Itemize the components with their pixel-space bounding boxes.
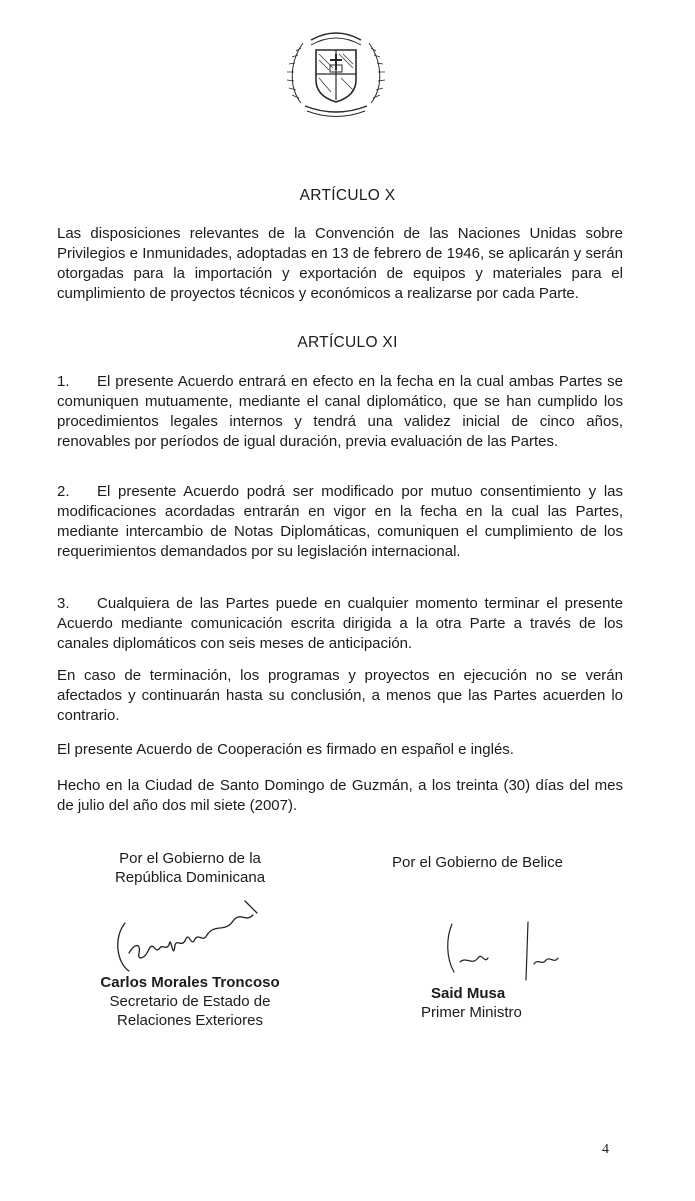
termination-paragraph: En caso de terminación, los programas y proyectos en ejecución no se verán afectados y continuarán hasta su conclusión, a menos que las Partes acuerden lo contrario.	[57, 667, 623, 724]
coat-of-arms-seal	[281, 18, 391, 118]
left-signer-title-line1: Secretario de Estado de	[109, 993, 271, 1010]
right-signer-block	[405, 984, 545, 1022]
article-xi-item-3	[57, 594, 623, 654]
signing-place-date-paragraph: Hecho en la Ciudad de Santo Domingo de Guzmán, a los treinta (30) días del mes de julio del año dos mil siete (2007).	[57, 777, 623, 814]
item-text: El presente Acuerdo podrá ser modificado por mutuo consentimiento y las modificaciones acordadas entrarán en vigor en la fecha en la cual las Partes, mediante intercambio de Notas Diplomáticas, comuniquen el cumplimiento de los requerimientos demandados por su legislación internacional.	[57, 483, 623, 560]
languages-paragraph: El presente Acuerdo de Cooperación es firmado en español e inglés.	[57, 741, 514, 758]
article-xi-heading: ARTÍCULO XI	[297, 334, 398, 351]
left-party-heading	[95, 849, 285, 887]
left-party-line1: Por el Gobierno de la	[119, 850, 261, 867]
item-number: 1.	[57, 373, 70, 390]
left-signer-title-line2: Relaciones Exteriores	[117, 1012, 263, 1029]
article-x-heading: ARTÍCULO X	[299, 187, 396, 204]
left-handwritten-signature	[95, 893, 275, 983]
item-text: El presente Acuerdo entrará en efecto en la fecha en la cual ambas Partes se comuniquen mutuamente, mediante el canal diplomático, que se han cumplido los procedimientos legales internos y tendrá una validez inicial de cinco años, renovables por períodos de igual duración, previa evaluación de las Partes.	[57, 373, 623, 450]
left-signer-block	[75, 973, 305, 1030]
article-x-paragraph: Las disposiciones relevantes de la Convención de las Naciones Unidas sobre Privilegios e Inmunidades, adoptadas en 13 de febrero de 1946, se aplicarán y serán otorgadas para la importación y exportación de equipos y materiales para el cumplimiento de proyectos técnicos y económicos a realizarse por cada Parte.	[57, 225, 623, 302]
item-number: 3.	[57, 595, 70, 612]
right-handwritten-signature	[430, 918, 580, 988]
right-party-line1: Por el Gobierno de Belice	[392, 854, 563, 871]
left-signer-name: Carlos Morales Troncoso	[100, 974, 280, 991]
item-number: 2.	[57, 483, 70, 500]
right-party-heading	[370, 853, 585, 872]
right-signer-title-line1: Primer Ministro	[421, 1004, 522, 1021]
page-number: 4	[602, 1142, 609, 1157]
article-xi-item-1	[57, 372, 623, 452]
right-signer-name: Said Musa	[431, 985, 506, 1002]
item-text: Cualquiera de las Partes puede en cualquier momento terminar el presente Acuerdo mediante comunicación escrita dirigida a la otra Parte a través de los canales diplomáticos con seis meses de anticipación.	[57, 595, 623, 652]
left-party-line2: República Dominicana	[114, 869, 266, 886]
article-xi-item-2	[57, 482, 623, 562]
